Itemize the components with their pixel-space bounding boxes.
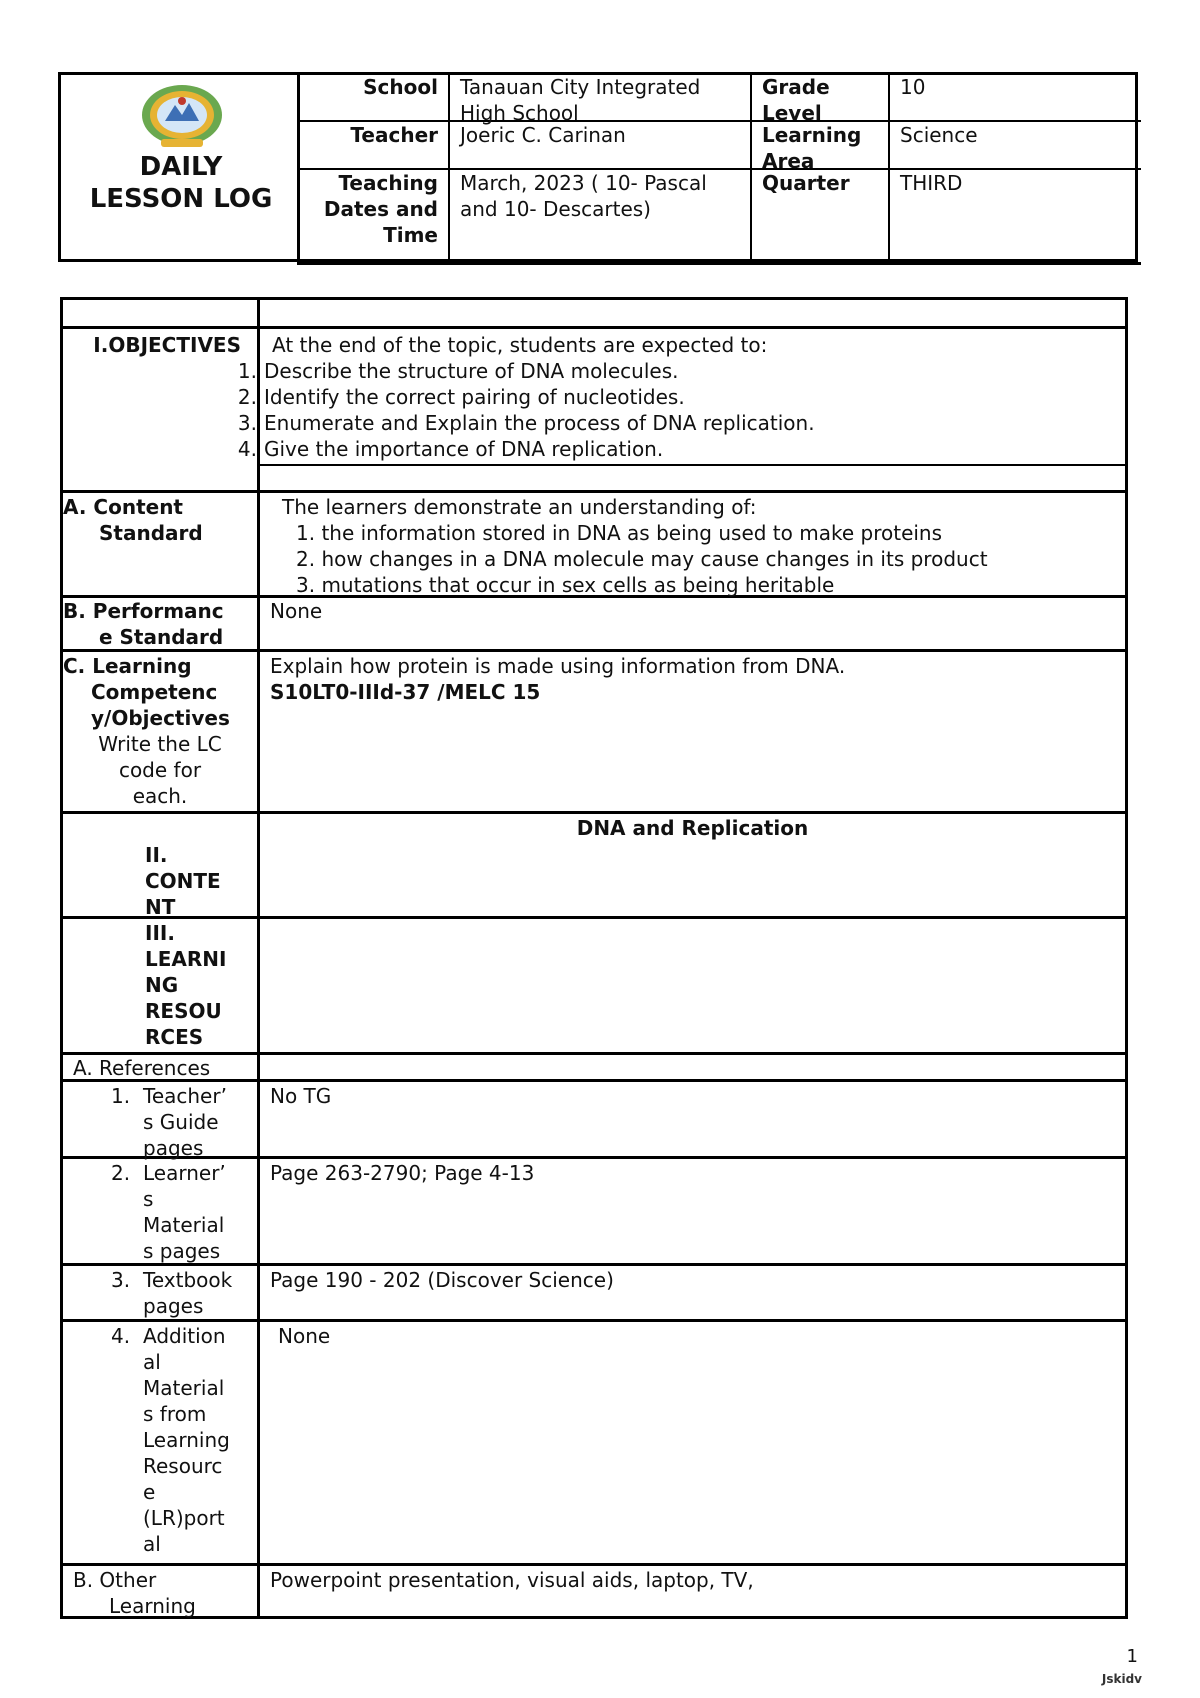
header-table [58, 72, 1138, 262]
objective-num-4: 4. [237, 437, 257, 461]
tb-label-line1: Textbook [143, 1268, 233, 1292]
lm-label-line1: Learner’ [143, 1161, 226, 1185]
resources-label [63, 920, 257, 1050]
lesson-table [60, 297, 1128, 1619]
content-standard-item: 1. the information stored in DNA as being used to make proteins [296, 521, 943, 545]
header-grid [297, 72, 1141, 265]
other-label-line1: B. Other [73, 1568, 157, 1592]
tg-num: 1. [111, 1084, 131, 1108]
competencies-note-line1: Write the LC [98, 732, 222, 756]
content-standard-value [260, 494, 1125, 598]
objective-item: Identify the correct pairing of nucleotides. [264, 385, 685, 409]
grade-label-line2: Level [762, 101, 822, 125]
content-label-line1: II. [145, 843, 168, 867]
add-label-line: Material [143, 1376, 225, 1400]
other-learning-label [63, 1567, 257, 1619]
competencies-label-line2: Competenc [91, 680, 218, 704]
content-standard-label [63, 494, 257, 546]
footer-mark: Jskidv [1101, 1672, 1142, 1686]
additional-materials-label [63, 1323, 257, 1557]
competencies-label-line1: C. Learning [63, 654, 192, 678]
objective-num-2: 2. [237, 385, 257, 409]
quarter-value: THIRD [900, 171, 963, 195]
school-label: School [363, 75, 438, 99]
competencies-label-line3: y/Objectives [91, 706, 230, 730]
title-line-1: DAILY [139, 152, 223, 182]
dates-value-line1: March, 2023 ( 10- Pascal [460, 171, 707, 195]
content-standard-label-line1: A. Content [63, 495, 183, 519]
objective-num-1: 1. [237, 359, 257, 383]
lm-label [63, 1160, 257, 1264]
teacher-label: Teacher [350, 123, 438, 147]
quarter-label: Quarter [762, 171, 850, 195]
lm-label-line4: s pages [143, 1239, 221, 1263]
objective-item: Enumerate and Explain the process of DNA replication. [264, 411, 815, 435]
content-label-line3: NT [145, 895, 176, 919]
area-label-line1: Learning [762, 123, 862, 147]
competency-code: S10LT0-IIId-37 /MELC 15 [270, 680, 541, 704]
objective-item: Describe the structure of DNA molecules. [264, 359, 679, 383]
grade-label-line1: Grade [762, 75, 830, 99]
other-learning-value: Powerpoint presentation, visual aids, laptop, TV, [270, 1568, 754, 1592]
objectives-numbers [63, 358, 257, 462]
objectives-label: I.OBJECTIVES [93, 333, 241, 357]
tg-label-line1: Teacher’ [143, 1084, 227, 1108]
school-value-line2: High School [460, 101, 579, 125]
lm-label-line2: s [143, 1187, 154, 1211]
add-label-line: al [143, 1532, 161, 1556]
resources-label-line2: LEARNI [145, 947, 227, 971]
add-label-line: al [143, 1350, 161, 1374]
document-title [61, 151, 301, 215]
resources-label-line3: NG [145, 973, 179, 997]
resources-label-line5: RCES [145, 1025, 204, 1049]
objective-item: Give the importance of DNA replication. [264, 437, 664, 461]
grade-value: 10 [900, 75, 926, 99]
teaching-dates-label [300, 168, 448, 250]
objectives-list [260, 358, 1125, 462]
content-standard-item: 2. how changes in a DNA molecule may cause changes in its product [296, 547, 988, 571]
tb-value: Page 190 - 202 (Discover Science) [270, 1268, 614, 1292]
add-label-line: e [143, 1480, 156, 1504]
area-label-line2: Area [762, 149, 815, 173]
tg-label-line2: s Guide [143, 1110, 219, 1134]
performance-label-line2: e Standard [99, 625, 224, 649]
competencies-note-line3: each. [132, 784, 188, 808]
tg-label-line3: pages [143, 1136, 204, 1160]
add-label-line: (LR)port [143, 1506, 225, 1530]
teacher-value: Joeric C. Carinan [460, 123, 626, 147]
tb-label [63, 1267, 257, 1319]
resources-label-line1: III. [145, 921, 175, 945]
learning-area-value: Science [900, 123, 978, 147]
lm-num: 2. [111, 1161, 131, 1185]
content-label-line2: CONTE [145, 869, 221, 893]
performance-standard-value: None [270, 599, 323, 623]
competencies-label [63, 653, 257, 809]
competencies-value [260, 653, 1125, 705]
lm-label-line3: Material [143, 1213, 225, 1237]
resources-label-line4: RESOU [145, 999, 222, 1023]
tb-label-line2: pages [143, 1294, 204, 1318]
content-standard-item: 3. mutations that occur in sex cells as being heritable [296, 573, 835, 597]
page-number: 1 [1126, 1646, 1138, 1667]
add-label-line: Resourc [143, 1454, 223, 1478]
additional-materials-value: None [278, 1324, 331, 1348]
other-label-line2: Learning [109, 1594, 196, 1618]
references-label: A. References [73, 1056, 211, 1080]
tg-label [63, 1083, 257, 1161]
dates-label-line1: Teaching [338, 171, 438, 195]
logo-area [61, 75, 301, 259]
add-label-line: s from [143, 1402, 207, 1426]
add-num: 4. [111, 1324, 131, 1348]
dates-value-line2: and 10- Descartes) [460, 197, 651, 221]
content-standard-intro: The learners demonstrate an understanding of: [282, 495, 757, 519]
title-line-2: LESSON LOG [89, 184, 273, 214]
add-label-line1: Addition [143, 1324, 226, 1348]
lm-value: Page 263-2790; Page 4-13 [270, 1161, 535, 1185]
tg-value: No TG [270, 1084, 332, 1108]
performance-standard-label [63, 598, 257, 650]
teaching-dates-value [450, 168, 750, 224]
content-standard-label-line2: Standard [99, 521, 203, 545]
objectives-intro: At the end of the topic, students are expected to: [272, 333, 768, 357]
performance-label-line1: B. Performanc [63, 599, 224, 623]
add-label-line: Learning [143, 1428, 230, 1452]
dates-label-line3: Time [383, 223, 438, 247]
content-label [63, 842, 257, 920]
tb-num: 3. [111, 1268, 131, 1292]
dates-label-line2: Dates and [323, 197, 438, 221]
objective-num-3: 3. [237, 411, 257, 435]
school-seal-icon [139, 81, 225, 153]
school-value-line1: Tanauan City Integrated [460, 75, 701, 99]
competency-text: Explain how protein is made using information from DNA. [270, 654, 846, 678]
content-title: DNA and Replication [576, 816, 809, 840]
competencies-note-line2: code for [118, 758, 202, 782]
